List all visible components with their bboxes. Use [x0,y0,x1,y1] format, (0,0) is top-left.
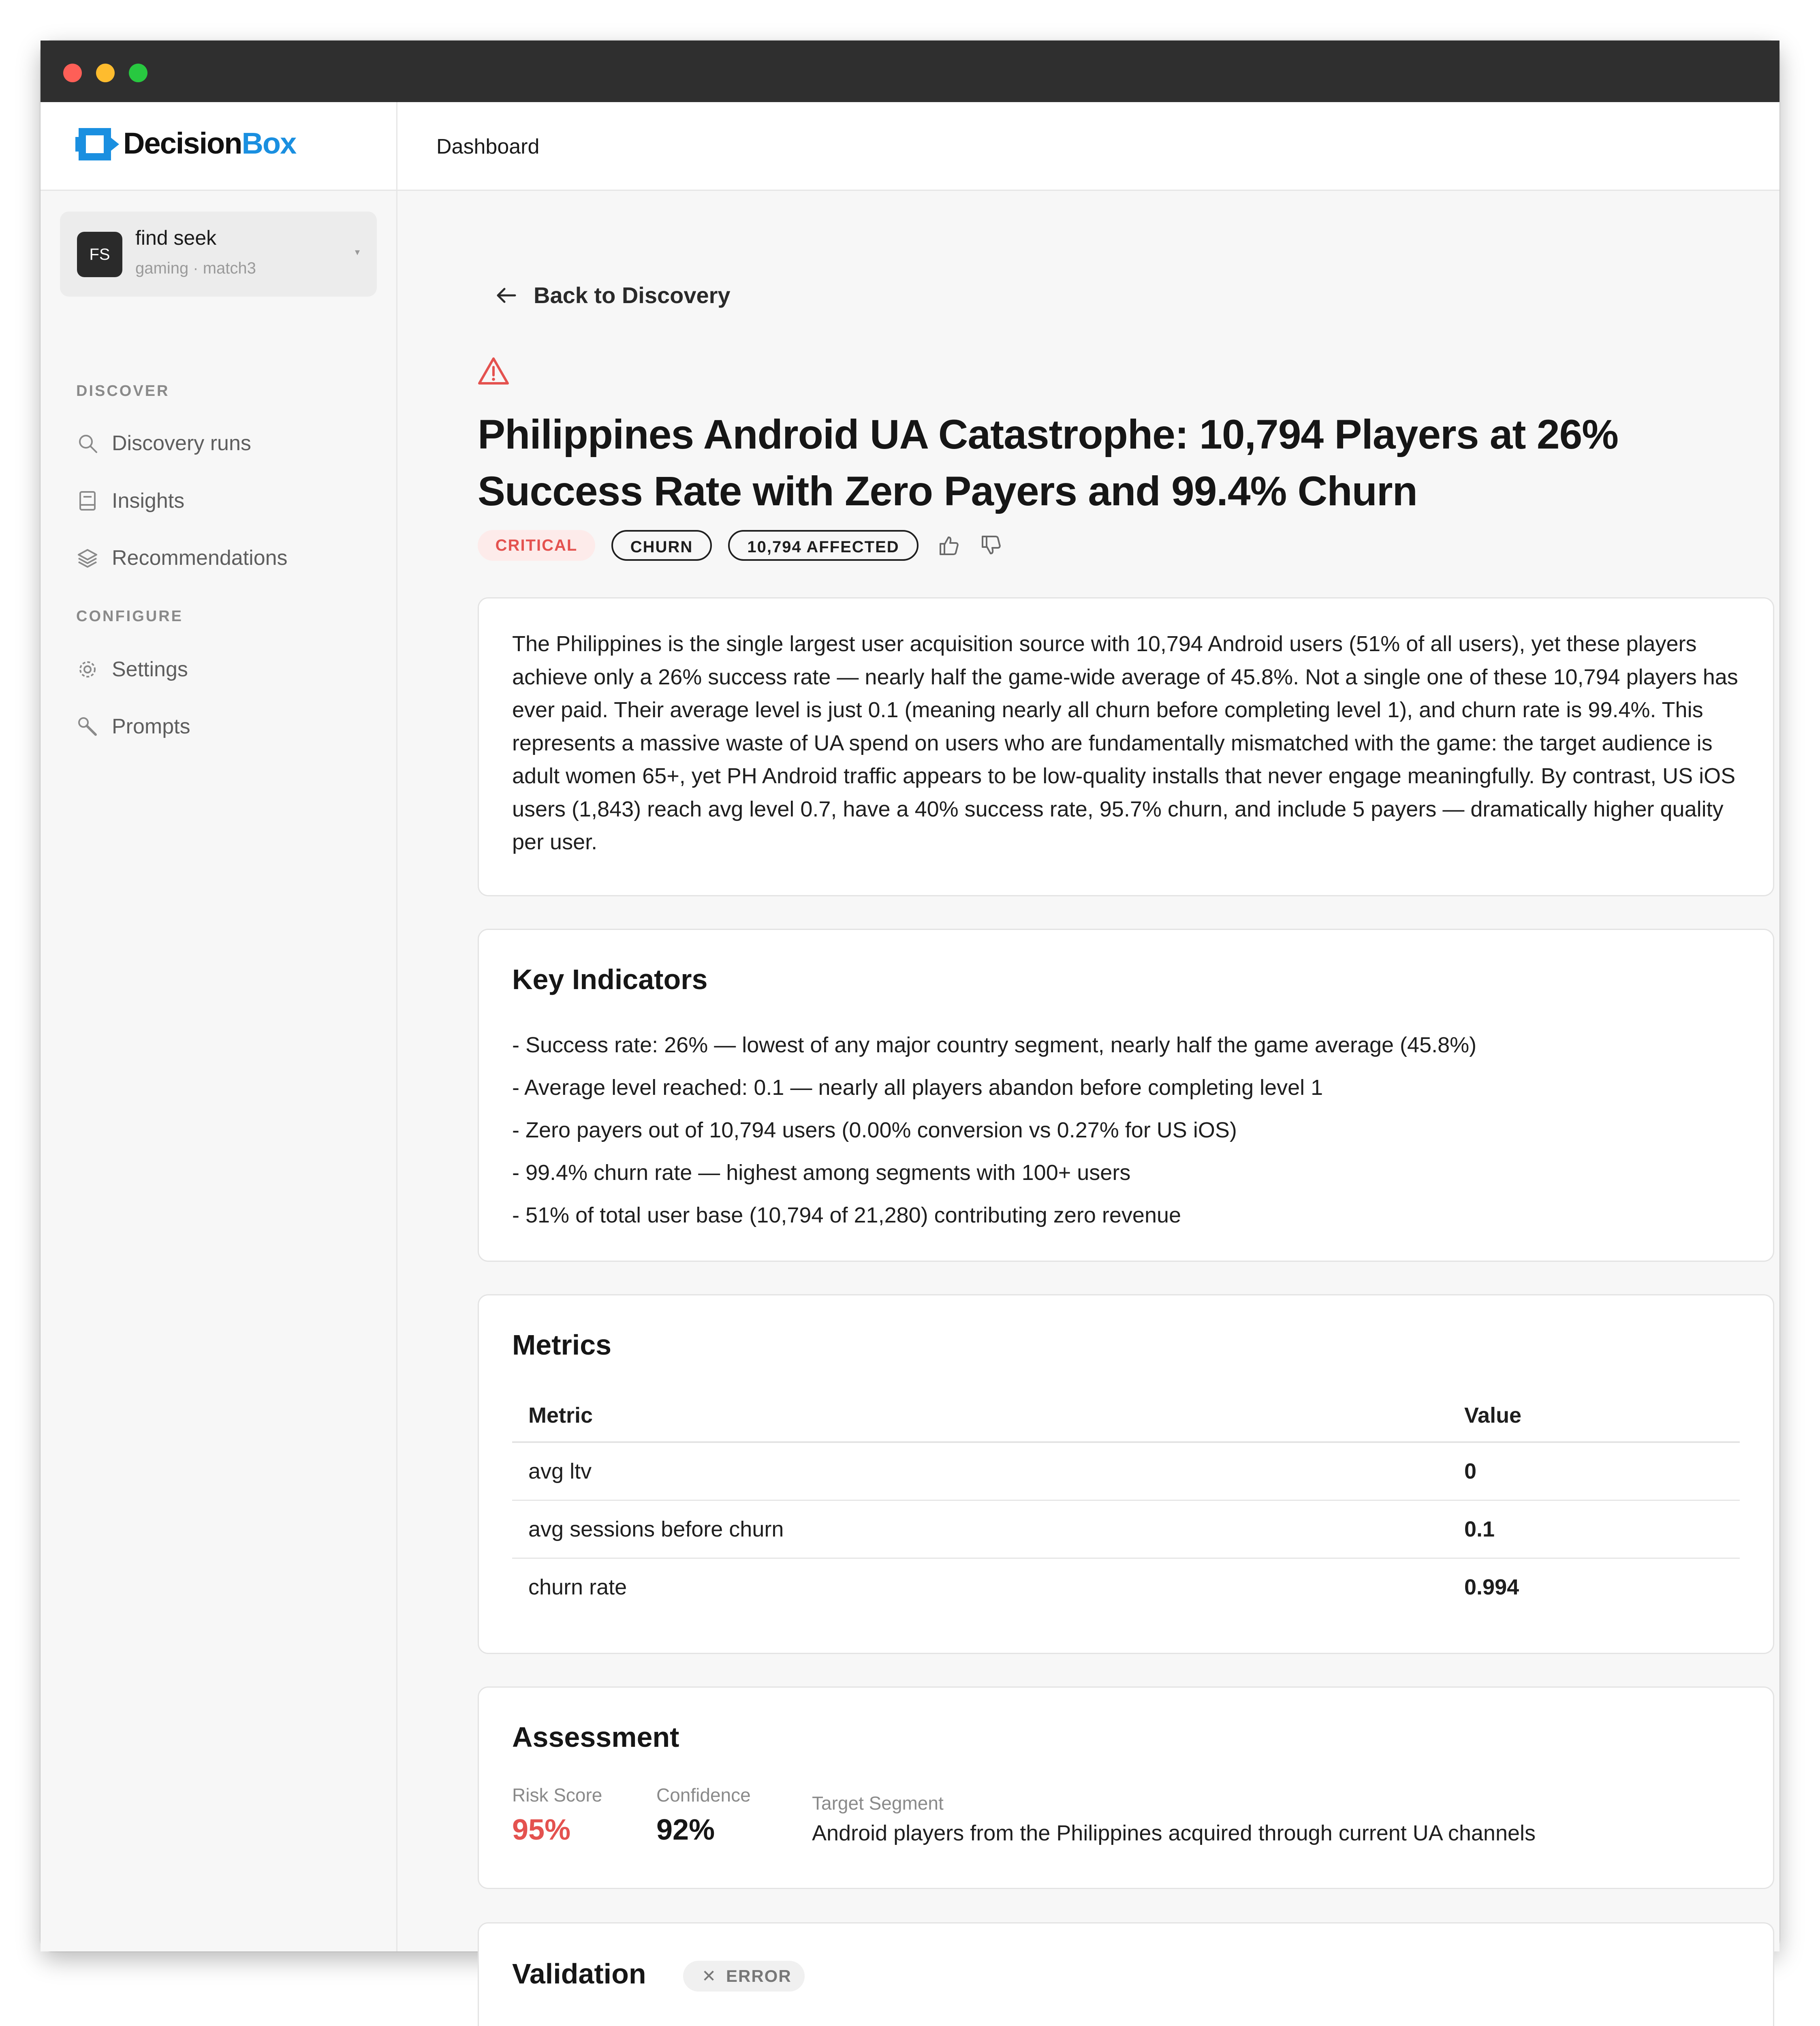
badge-row [478,530,1288,562]
list-item: - Average level reached: 0.1 — nearly all players abandon before completing level 1 [512,1075,1323,1100]
window-titlebar [41,41,1779,102]
close-window-button[interactable] [63,64,82,82]
column-header-metric: Metric [512,1389,1448,1442]
sidebar-item-label: Prompts [112,715,190,738]
sidebar-item-label: Insights [112,489,185,513]
wrench-icon [76,715,99,738]
main-content [397,102,1779,1990]
back-to-discovery-link[interactable] [495,279,778,311]
sidebar-item-label: Settings [112,658,188,681]
top-bar [397,102,1779,191]
list-item: - Success rate: 26% — lowest of any major country segment, nearly half the game average (45.8%) [512,1033,1477,1057]
chevron-down-icon: ▾ [355,247,360,258]
configure-section-label: CONFIGURE [76,608,183,625]
table-row [512,1442,1740,1500]
severity-badge: CRITICAL [478,530,595,561]
table-row [512,1558,1740,1616]
thumbs-up-icon[interactable] [937,534,960,557]
logo-area [41,102,396,191]
confidence-label: Confidence [656,1785,751,1806]
page-title: Philippines Android UA Catastrophe: 10,794 Players at 26% Success Rate with Zero Payers and 99.4% Churn [478,411,1618,514]
affected-badge: 10,794 AFFECTED [728,530,919,561]
category-badge: CHURN [611,530,712,561]
app-logo-text[interactable] [123,123,296,164]
key-indicators-list [512,1024,1740,1237]
metrics-title: Metrics [512,1329,612,1361]
warning-triangle-icon [478,357,509,385]
sidebar-item-settings[interactable] [76,652,368,685]
assessment-card [478,1686,1774,1889]
close-icon: ✕ [702,1966,717,1985]
summary-text: The Philippines is the single largest user acquisition source with 10,794 Android users (51% of all users), yet these players achieve only a 26% success rate — nearly half the game-wide average of 45.8%. Not a single one of these 10,794 players has ever paid. Their average level is just 0.1 (meaning nearly all churn before completing level 1), and churn rate is 99.4%. This represents a massive waste of UA spend on users who are fundamentally mismatched with the game: the target audience is adult women 65+, yet PH Android traffic appears to be low-quality installs that never engage meaningfully. By contrast, US iOS users (1,843) reach avg level 0.7, have a 40% success rate, 95.7% churn, and include 5 payers — dramatically higher quality per user. [512,632,1738,854]
gear-icon [76,658,99,681]
target-segment-label: Target Segment [812,1793,944,1814]
layers-icon [76,547,99,569]
decisionbox-logo-icon [75,125,120,164]
app-window [41,41,1779,1990]
list-item: - 99.4% churn rate — highest among segments with 100+ users [512,1160,1131,1185]
discover-section-label: DISCOVER [76,383,170,400]
sidebar-item-discovery-runs[interactable] [76,426,368,459]
project-name: find seek [135,227,217,249]
key-indicators-card [478,929,1774,1262]
risk-score-value: 95% [512,1814,571,1846]
validation-status-text: ERROR [726,1966,792,1985]
project-switcher[interactable] [60,212,377,297]
thumbs-down-icon[interactable] [979,534,1002,557]
validation-card [478,1922,1774,2026]
list-item: - Zero payers out of 10,794 users (0.00% conversion vs 0.27% for US iOS) [512,1118,1237,1142]
metric-name: churn rate [528,1575,627,1599]
table-row [512,1500,1740,1558]
avatar: FS [77,232,122,277]
table-header-row [512,1389,1740,1442]
logo-accent: Box [241,126,296,160]
metric-value: 0 [1448,1442,1740,1500]
sidebar-item-label: Recommendations [112,546,288,570]
sidebar [41,102,397,1951]
validation-status-badge [683,1961,805,1992]
metrics-card [478,1294,1774,1654]
sidebar-item-prompts[interactable] [76,710,368,742]
risk-score-label: Risk Score [512,1785,602,1806]
arrow-left-icon [495,285,517,306]
breadcrumb[interactable]: Dashboard [436,135,540,158]
sidebar-item-recommendations[interactable] [76,541,368,573]
book-icon [76,489,99,512]
validation-title: Validation [512,1958,646,1990]
summary-card [478,597,1774,896]
search-icon [76,432,99,455]
metric-name: avg ltv [512,1442,1448,1500]
column-header-value: Value [1448,1389,1740,1442]
sidebar-item-insights[interactable] [76,484,368,516]
minimize-window-button[interactable] [96,64,115,82]
project-subtitle: gaming · match3 [135,259,256,277]
assessment-title: Assessment [512,1721,679,1753]
list-item: - 51% of total user base (10,794 of 21,280) contributing zero revenue [512,1203,1181,1227]
metric-value: 0.1 [1448,1500,1740,1558]
maximize-window-button[interactable] [129,64,147,82]
key-indicators-title: Key Indicators [512,964,708,995]
target-segment-value: Android players from the Philippines acquired through current UA channels [812,1821,1536,1845]
back-link-label: Back to Discovery [534,282,731,308]
metric-name: avg sessions before churn [512,1500,1448,1558]
confidence-value: 92% [656,1814,715,1846]
logo-primary: Decision [123,126,242,160]
metrics-table [512,1389,1740,1616]
metric-value: 0.994 [1464,1575,1519,1599]
sidebar-item-label: Discovery runs [112,432,251,455]
